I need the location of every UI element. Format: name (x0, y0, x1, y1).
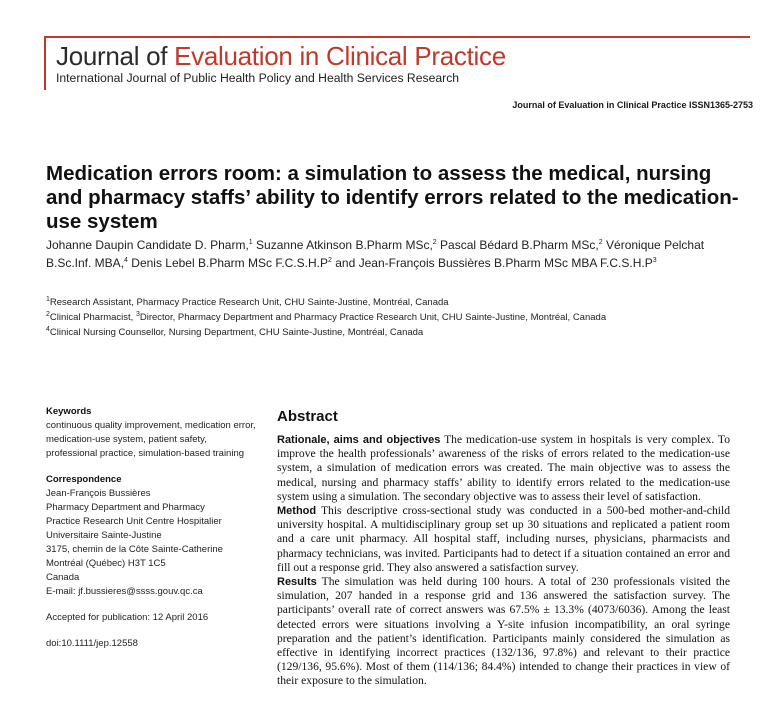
article-sidebar (46, 405, 256, 651)
abstract-paragraph (277, 504, 730, 575)
correspondence-line: E-mail: jf.bussieres@ssss.gouv.qc.ca (46, 586, 203, 597)
affiliation-text: Clinical Nursing Counsellor, Nursing Department, CHU Sainte-Justine, Montréal, Canada (49, 327, 424, 338)
abstract-paragraph (277, 433, 730, 504)
author-affiliation-mark: 3 (652, 257, 657, 264)
article-title: Medication errors room: a simulation to assess the medical, nursing and pharmacy staffs’ ability to identify errors related to the medication-use system (46, 162, 739, 233)
author-name: Denis Lebel B.Pharm MSc F.C.S.H.P (127, 256, 329, 270)
correspondence-line: Jean-François Bussières (46, 488, 151, 499)
correspondence-address (46, 487, 256, 599)
correspondence-heading: Correspondence (46, 474, 122, 485)
correspondence-line: Montréal (Québec) H3T 1C5 (46, 558, 166, 569)
abstract-section-label: Method (277, 505, 317, 518)
journal-issn-line: Journal of Evaluation in Clinical Practice ISSN1365-2753 (512, 100, 753, 110)
doi-link[interactable]: doi:10.1111/jep.12558 (46, 638, 138, 649)
author-name: Véronique Pelchat B.Sc.Inf. MBA, (46, 238, 705, 270)
affiliation-mark: 4 (46, 325, 50, 333)
affiliation-text: Clinical Pharmacist, (49, 312, 136, 323)
affiliation-mark: 2 (46, 310, 50, 318)
author-name: Pascal Bédard B.Pharm MSc, (436, 238, 599, 252)
abstract-paragraph (277, 575, 730, 689)
affiliations (46, 295, 746, 340)
author-affiliation-mark: 2 (328, 257, 332, 264)
abstract-body (277, 433, 730, 689)
affiliation-text: Director, Pharmacy Department and Pharmacy Practice Research Unit, CHU Sainte-Justine, Montréal, Canada (139, 312, 607, 323)
affiliation-line (46, 325, 746, 340)
author-name: Johanne Daupin Candidate D. Pharm, (46, 238, 249, 252)
author-name: and Jean-François Bussières B.Pharm MSc MBA F.C.S.H.P (331, 256, 653, 270)
affiliation-line (46, 295, 746, 310)
author-affiliation-mark: 2 (432, 239, 437, 246)
abstract-section-label: Results (277, 576, 317, 589)
abstract-section-text: This descriptive cross-sectional study was conducted in a 500-bed mother-and-child university hospital. A multidisciplinary group set up 30 situations and replicated a patient room and a care unit pharmacy. All hospital staff, including nurses, physicians, pharmacists and pharmacy technicians, was invited. Participants had to detect if a situation contained an error and fill out a response grid. They also answered a satisfaction survey. (277, 504, 730, 574)
author-affiliation-mark: 4 (124, 257, 128, 264)
affiliation-mark: 3 (135, 310, 140, 318)
correspondence-line: Canada (46, 572, 80, 583)
abstract-section-text: The simulation was held during 100 hours. A total of 230 professionals visited the simulation, 207 handed in a response grid and 136 answered the satisfaction survey. The participants’ overall rate of correct answers was 67.5% ± 13.3% (4073/6036). Among the least detected errors were situations involving a Y-site infusion incompatibility, an oral syringe preparation and the patient’s identification. Participants mainly considered the simulation as effective in identifying incorrect practices (132/136, 97.8%) and relevant to their practice (129/136, 95.6%). Most of them (114/136; 84.4%) intended to change their practices in view of their exposure to the simulation. (277, 575, 730, 688)
author-list (46, 236, 746, 272)
correspondence-line: Pharmacy Department and Pharmacy (46, 502, 205, 513)
affiliation-line (46, 310, 746, 325)
author-affiliation-mark: 1 (248, 239, 253, 246)
journal-masthead (44, 36, 750, 90)
correspondence-line: 3175, chemin de la Côte Sainte-Catherine (46, 544, 223, 555)
journal-subtitle: International Journal of Public Health Policy and Health Services Research (56, 71, 460, 85)
abstract-heading: Abstract (277, 408, 338, 425)
abstract-section (277, 408, 730, 689)
affiliation-mark: 1 (46, 295, 50, 303)
author-name: Suzanne Atkinson B.Pharm MSc, (252, 238, 433, 252)
author-affiliation-mark: 2 (598, 239, 603, 246)
correspondence-line: Universitaire Sainte-Justine (46, 530, 162, 541)
abstract-section-text: The medication-use system in hospitals is very complex. To improve the health professionals’ awareness of the risks of errors related to the medication-use system, a simulation of medication errors was created. The main objective was to assess the medical, nursing and pharmacy staffs’ ability to identify errors related to the medication-use system using a simulation. The secondary objective was to assess their level of satisfaction. (277, 433, 730, 503)
correspondence-line: Practice Research Unit Centre Hospitalier (46, 516, 222, 527)
keywords-text: continuous quality improvement, medication error, medication-use system, patient safety, professional practice, simulation-based training (46, 420, 256, 459)
affiliation-text: Research Assistant, Pharmacy Practice Research Unit, CHU Sainte-Justine, Montréal, Canada (49, 297, 449, 308)
abstract-section-label: Rationale, aims and objectives (277, 434, 441, 446)
accepted-date: Accepted for publication: 12 April 2016 (46, 612, 209, 623)
journal-name: Journal of Evaluation in Clinical Practice (56, 41, 506, 71)
keywords-heading: Keywords (46, 406, 92, 417)
